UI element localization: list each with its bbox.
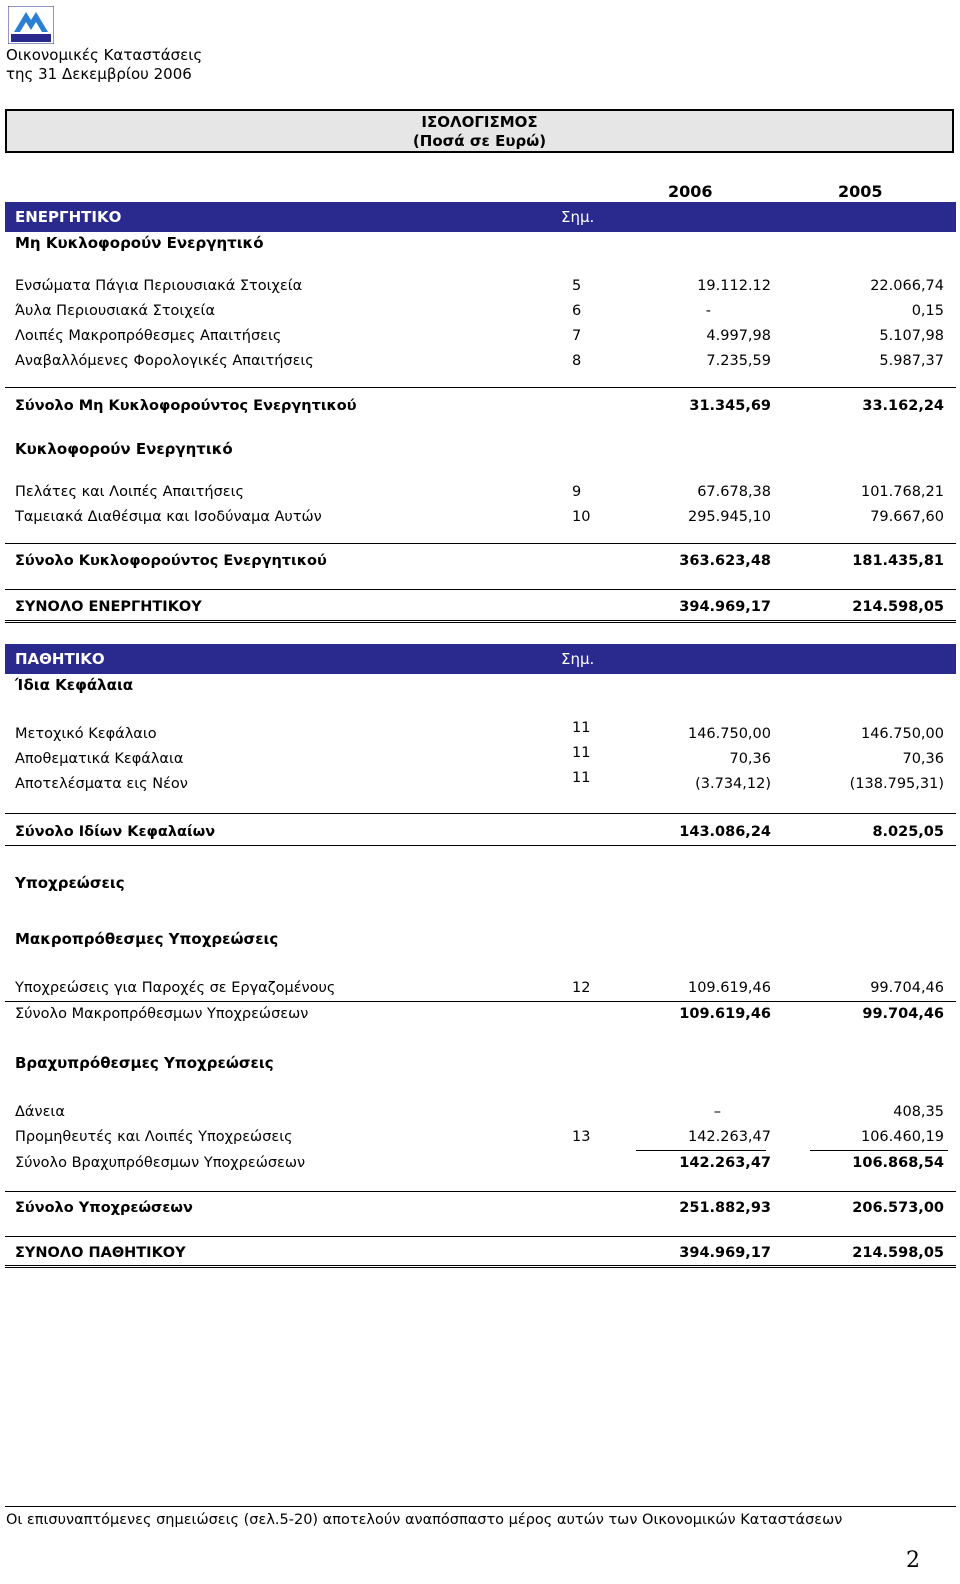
year-previous: 2005	[838, 182, 883, 201]
row-note: 5	[572, 278, 582, 294]
row-value-2006: 67.678,38	[697, 484, 771, 500]
row-value-2006: 70,36	[729, 751, 771, 767]
table-row	[5, 326, 956, 348]
row-label: Προμηθευτές και Λοιπές Υποχρεώσεις	[15, 1129, 293, 1145]
row-note: 10	[572, 509, 591, 525]
divider	[5, 845, 956, 846]
row-value-2005: 214.598,05	[852, 599, 944, 615]
note-column-header: Σημ.	[561, 208, 595, 226]
row-value-2005: 106.868,54	[852, 1155, 944, 1171]
row-label: Δάνεια	[15, 1104, 65, 1120]
row-note: 6	[572, 303, 582, 319]
row-value-2006: (3.734,12)	[695, 776, 771, 792]
row-value-2005: 408,35	[893, 1104, 944, 1120]
year-current: 2006	[668, 182, 713, 201]
assets-band	[5, 202, 956, 232]
subtotal-row	[5, 1153, 956, 1175]
table-row	[5, 351, 956, 373]
statement-subtitle: (Ποσά σε Ευρώ)	[412, 132, 547, 150]
shortterm-liabilities-heading: Βραχυπρόθεσμες Υποχρεώσεις	[15, 1054, 274, 1072]
statement-title: ΙΣΟΛΟΓΙΣΜΟΣ	[421, 113, 538, 131]
row-value-2006: 19.112.12	[697, 278, 771, 294]
total-row	[5, 822, 956, 844]
row-value-2005: (138.795,31)	[849, 776, 944, 792]
equity-heading: Ίδια Κεφάλαια	[15, 676, 134, 694]
row-value-2006: 7.235,59	[706, 353, 771, 369]
row-label: Ταμειακά Διαθέσιμα και Ισοδύναμα Αυτών	[15, 509, 322, 525]
row-label: Άυλα Περιουσιακά Στοιχεία	[15, 303, 216, 319]
row-value-2005: 101.768,21	[860, 484, 944, 500]
longterm-liabilities-heading: Μακροπρόθεσμες Υποχρεώσεις	[15, 930, 279, 948]
divider	[5, 589, 956, 590]
row-label: Σύνολο Υποχρεώσεων	[15, 1200, 193, 1216]
table-row	[5, 301, 956, 323]
row-label: Σύνολο Ιδίων Κεφαλαίων	[15, 824, 216, 840]
current-assets-heading: Κυκλοφορούν Ενεργητικό	[15, 440, 233, 458]
footer-rule	[5, 1506, 956, 1507]
row-value-2005: 8.025,05	[872, 824, 944, 840]
divider	[5, 387, 956, 388]
row-value-2005: 70,36	[902, 751, 944, 767]
double-divider	[5, 620, 956, 623]
row-value-2005: 146.750,00	[860, 726, 944, 742]
table-row	[5, 770, 956, 796]
row-label: Αναβαλλόμενες Φορολογικές Απαιτήσεις	[15, 353, 314, 369]
row-label: Υποχρεώσεις για Παροχές σε Εργαζομένους	[15, 980, 336, 996]
divider	[5, 1191, 956, 1192]
row-value-2005: 0,15	[911, 303, 944, 319]
row-value-2005: 79.667,60	[870, 509, 944, 525]
row-note: 12	[572, 980, 591, 996]
row-value-2005: 181.435,81	[852, 553, 944, 569]
footer-note: Οι επισυναπτόμενες σημειώσεις (σελ.5-20) αποτελούν αναπόσπαστο μέρος αυτών των Οικονομικών Καταστάσεων	[6, 1512, 843, 1528]
statement-title-box	[5, 109, 954, 153]
page-number: 2	[906, 1548, 920, 1573]
row-label: Πελάτες και Λοιπές Απαιτήσεις	[15, 484, 245, 500]
row-value-2006: 142.263,47	[687, 1129, 771, 1145]
company-logo	[8, 6, 54, 44]
column-underline	[810, 1150, 948, 1151]
noncurrent-assets-heading: Μη Κυκλοφορούν Ενεργητικό	[15, 234, 264, 252]
column-underline	[636, 1150, 766, 1151]
company-line-2: της 31 Δεκεμβρίου 2006	[6, 65, 192, 83]
divider	[5, 1001, 956, 1002]
row-value-2005: 33.162,24	[862, 398, 944, 414]
row-value-2006: 146.750,00	[687, 726, 771, 742]
subtotal-row	[5, 1004, 956, 1026]
row-value-2005: 22.066,74	[870, 278, 944, 294]
row-value-2006: 251.882,93	[679, 1200, 771, 1216]
table-row	[5, 978, 956, 1000]
row-value-2006: 295.945,10	[687, 509, 771, 525]
divider	[5, 813, 956, 814]
table-row	[5, 507, 956, 529]
row-note: 11	[572, 745, 591, 761]
row-label: ΣΥΝΟΛΟ ΠΑΘΗΤΙΚΟΥ	[15, 1245, 186, 1261]
row-value-2006: 394.969,17	[679, 599, 771, 615]
row-note: 11	[572, 720, 591, 736]
row-value-2006: 109.619,46	[687, 980, 771, 996]
double-divider	[5, 1265, 956, 1268]
row-value-2006: 363.623,48	[679, 553, 771, 569]
row-label: ΣΥΝΟΛΟ ΕΝΕΡΓΗΤΙΚΟΥ	[15, 599, 202, 615]
table-row	[5, 1102, 956, 1124]
row-label: Σύνολο Μη Κυκλοφορούντος Ενεργητικού	[15, 398, 357, 414]
row-value-2005: 106.460,19	[860, 1129, 944, 1145]
table-row	[5, 276, 956, 298]
liabilities-band-label: ΠΑΘΗΤΙΚΟ	[15, 650, 105, 668]
row-value-2006: 109.619,46	[679, 1006, 771, 1022]
row-label: Ενσώματα Πάγια Περιουσιακά Στοιχεία	[15, 278, 303, 294]
row-value-2006: 4.997,98	[706, 328, 771, 344]
assets-band-label: ΕΝΕΡΓΗΤΙΚΟ	[15, 208, 122, 226]
row-value-2005: 206.573,00	[852, 1200, 944, 1216]
row-value-2006: 31.345,69	[689, 398, 771, 414]
liabilities-band	[5, 644, 956, 674]
table-row	[5, 482, 956, 504]
row-value-2006: -	[705, 303, 711, 319]
company-caption	[6, 46, 202, 84]
total-row	[5, 551, 956, 573]
table-row	[5, 1127, 956, 1149]
grand-total-row	[5, 1243, 956, 1265]
row-value-2006: 394.969,17	[679, 1245, 771, 1261]
row-label: Αποθεματικά Κεφάλαια	[15, 751, 184, 767]
row-value-2006: 143.086,24	[679, 824, 771, 840]
row-value-2005: 5.987,37	[879, 353, 944, 369]
note-column-header: Σημ.	[561, 650, 595, 668]
row-note: 9	[572, 484, 582, 500]
row-value-2005: 99.704,46	[870, 980, 944, 996]
row-label: Αποτελέσματα εις Νέον	[15, 776, 188, 792]
divider	[5, 1236, 956, 1237]
row-note: 7	[572, 328, 582, 344]
row-value-2005: 99.704,46	[862, 1006, 944, 1022]
row-label: Μετοχικό Κεφάλαιο	[15, 726, 157, 742]
divider	[5, 543, 956, 544]
row-value-2006: –	[713, 1104, 721, 1120]
row-value-2005: 214.598,05	[852, 1245, 944, 1261]
row-value-2006: 142.263,47	[679, 1155, 771, 1171]
row-note: 13	[572, 1129, 591, 1145]
row-note: 8	[572, 353, 582, 369]
company-line-1: Οικονομικές Καταστάσεις	[6, 46, 203, 64]
row-value-2005: 5.107,98	[879, 328, 944, 344]
row-label: Σύνολο Κυκλοφορούντος Ενεργητικού	[15, 553, 327, 569]
row-label: Σύνολο Μακροπρόθεσμων Υποχρεώσεων	[15, 1006, 309, 1022]
row-label: Λοιπές Μακροπρόθεσμες Απαιτήσεις	[15, 328, 282, 344]
liabilities-heading: Υποχρεώσεις	[15, 874, 125, 892]
table-row	[5, 720, 956, 746]
row-note: 11	[572, 770, 591, 786]
row-label: Σύνολο Βραχυπρόθεσμων Υποχρεώσεων	[15, 1155, 306, 1171]
total-row	[5, 1198, 956, 1220]
table-row	[5, 745, 956, 771]
grand-total-row	[5, 597, 956, 619]
total-row	[5, 396, 956, 418]
